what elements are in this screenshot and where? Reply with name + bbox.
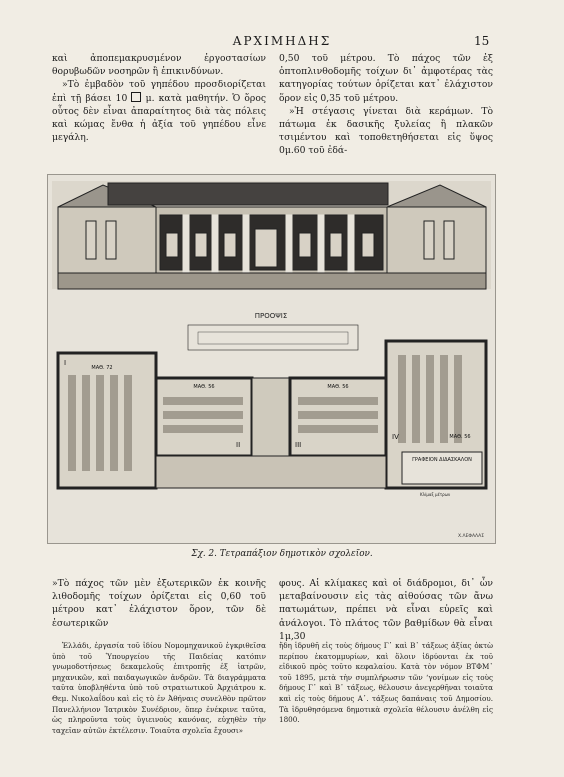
page-number: 15 bbox=[474, 34, 490, 48]
room-numeral: II bbox=[236, 441, 241, 449]
running-header: ΑΡΧΙΜΗΔΗΣ bbox=[232, 34, 332, 48]
paragraph bbox=[52, 78, 266, 144]
scale-note: Κλίμαξ μέτρων bbox=[420, 492, 451, 497]
paragraph: »Ἡ στέγασις γίνεται διὰ κεράμων. Τὸ πάτωμα ἐκ δασικῆς ξυλείας ἢ πλακῶν τσιμέντου καὶ τοποθετηθήσεται εἰς ὕψος 0μ.60 τοῦ ἐδά- bbox=[279, 105, 493, 157]
paragraph: καὶ ἀποπεμακρυσμένον ἐργοστασίων θορυβωδῶν νοσηρῶν ἢ ἐπικινδύνων. bbox=[52, 53, 266, 78]
room-numeral: III bbox=[295, 441, 302, 449]
room-numeral: IV bbox=[392, 433, 399, 441]
room-numeral: I bbox=[64, 359, 67, 367]
bottom-left-column bbox=[52, 577, 266, 630]
top-left-column bbox=[52, 52, 266, 144]
figure-caption: Σχ. 2. Τετραπάξιον δημοτικὸν σχολεῖον. bbox=[191, 549, 373, 559]
engraver-signature: Χ.ΛΕΦΑΛΑΣ bbox=[458, 534, 485, 539]
paragraph: »Τὸ πάχος τῶν μὲν ἐξωτερικῶν ἐκ κοινῆς λιθοδομῆς τοίχων ὁρίζεται εἰς 0,60 τοῦ μέτρου κατ᾽ ἐλάχιστον ὅρον, τῶν δὲ ἐσωτερικῶν bbox=[52, 578, 266, 629]
footnote-left bbox=[52, 641, 266, 736]
paragraph: 0,50 τοῦ μέτρου. Τὸ πάχος τῶν ἐξ ὀπτοπλινθοδομῆς τοίχων δι᾽ ἀμφοτέρας τὰς κατηγορίας τούτων ὁρίζεται κατ᾽ ἐλάχιστον ὅρον εἰς 0,35 τοῦ μέτρου. bbox=[279, 53, 493, 104]
bottom-right-column bbox=[279, 577, 493, 643]
school-figure bbox=[47, 174, 496, 544]
footnote-right bbox=[279, 641, 493, 726]
footnote-text: ἤδη ἱδρυθῆ εἰς τοὺς δήμους Γ᾽ καὶ Β᾽ τάξεως ἀξίας ὀκτὼ περίπου ἑκατομμυρίων, καὶ ὅλοιν ἱδρύονται ἐκ τοῦ εἰδικοῦ πρὸς τοῦτο κεφαλαίου. Κατὰ τὸν νόμον ΒΤΦΜ᾽ τοῦ 1895, μετὰ τὴν συμπλήρωσιν τῶν ‘γονίμων εἰς τοὺς δήμους Γ᾽ καὶ Β᾽ τάξεως, θέλουσιν ἀνεγερθῆναι τοιαῦτα καὶ εἰς τοὺς δήμους Α᾽. τάξεως δαπάναις τοῦ Δημοσίου. Τὰ ἱδρυθησόμενα δημοτικὰ σχολεῖα θέλουσιν ἀνέλθη εἰς 1800. bbox=[279, 641, 493, 725]
footnote-text: Ἑλλάδι, ἐργασία τοῦ ἰδίου Νομομηχανικοῦ ἐγκριθεῖσα ὑπὸ τοῦ Ὑπουργείου τῆς Παιδείας κατόπιν γνωμοδοτήσεως δεκαμελοῦς ἐπιτροπῆς ἐξ ἰατρῶν, μηχανικῶν, καὶ παιδαγωγικῶν ἀνδρῶν. Τὰ διαγράμματα ταῦτα ὑποβληθέντα ὑπὸ τοῦ στρατιωτικοῦ Ἀρχιάτρου κ. Θεμ. Νικολαΐδου καὶ εἰς τὸ ἐν Ἀθήναις συνελθὸν πρῶτον Πανελλήνιον Ἰατρικὸν Συνέδριον, ὅπερ ἐνέκρινε ταῦτα, ὡς πληροῦντα τοὺς ὑγιεινοὺς κανόνας, εὐχηθὲν τὴν ταχεῖαν αὐτῶν ἐκτέλεσιν. Τοιαῦτα σχολεῖα ἔχουσι» bbox=[52, 641, 266, 735]
facade-label: ΠΡΟΟΨΙΣ bbox=[254, 312, 288, 320]
room-label: ΜΑΘ. 72 bbox=[91, 365, 113, 371]
top-right-column bbox=[279, 52, 493, 158]
facade-elevation bbox=[52, 181, 491, 289]
paragraph-start: »Τὸ ἐμβαδὸν τοῦ γηπέδου προσδιορίζεται ἐπὶ τῇ βάσει 10 bbox=[52, 79, 266, 104]
paragraph-end: μ. κατὰ μαθητήν. Ὁ ὅρος οὗτος δὲν εἶναι ἀπαραίτητος διὰ τὰς πόλεις καὶ κώμας ἔνθα ἡ ἀξία τοῦ γηπέδου εἶνε μεγάλη. bbox=[52, 92, 267, 144]
school-drawing bbox=[48, 175, 495, 543]
room-label: ΜΑΘ. 56 bbox=[449, 434, 471, 440]
paragraph: φους. Αἱ κλίμακες καὶ οἱ διάδρομοι, δι᾽ ὧν μεταβαίνουσιν εἰς τὰς αἰθούσας τῶν ἄνω πατωμάτων, πρέπει νὰ εἶναι εὐρεῖς καὶ ἀνάλογοι. Τὸ πλάτος τῶν βαθμίδων θὰ εἶναι 1μ,30 bbox=[279, 578, 493, 642]
room-label: ΜΑΘ. 56 bbox=[193, 384, 215, 390]
room-label: ΜΑΘ. 56 bbox=[327, 384, 349, 390]
square-meter-symbol bbox=[131, 92, 141, 102]
office-label: ΓΡΑΦΕΙΟΝ ΔΙΔΑΣΚΑΛΟΝ bbox=[412, 457, 472, 463]
